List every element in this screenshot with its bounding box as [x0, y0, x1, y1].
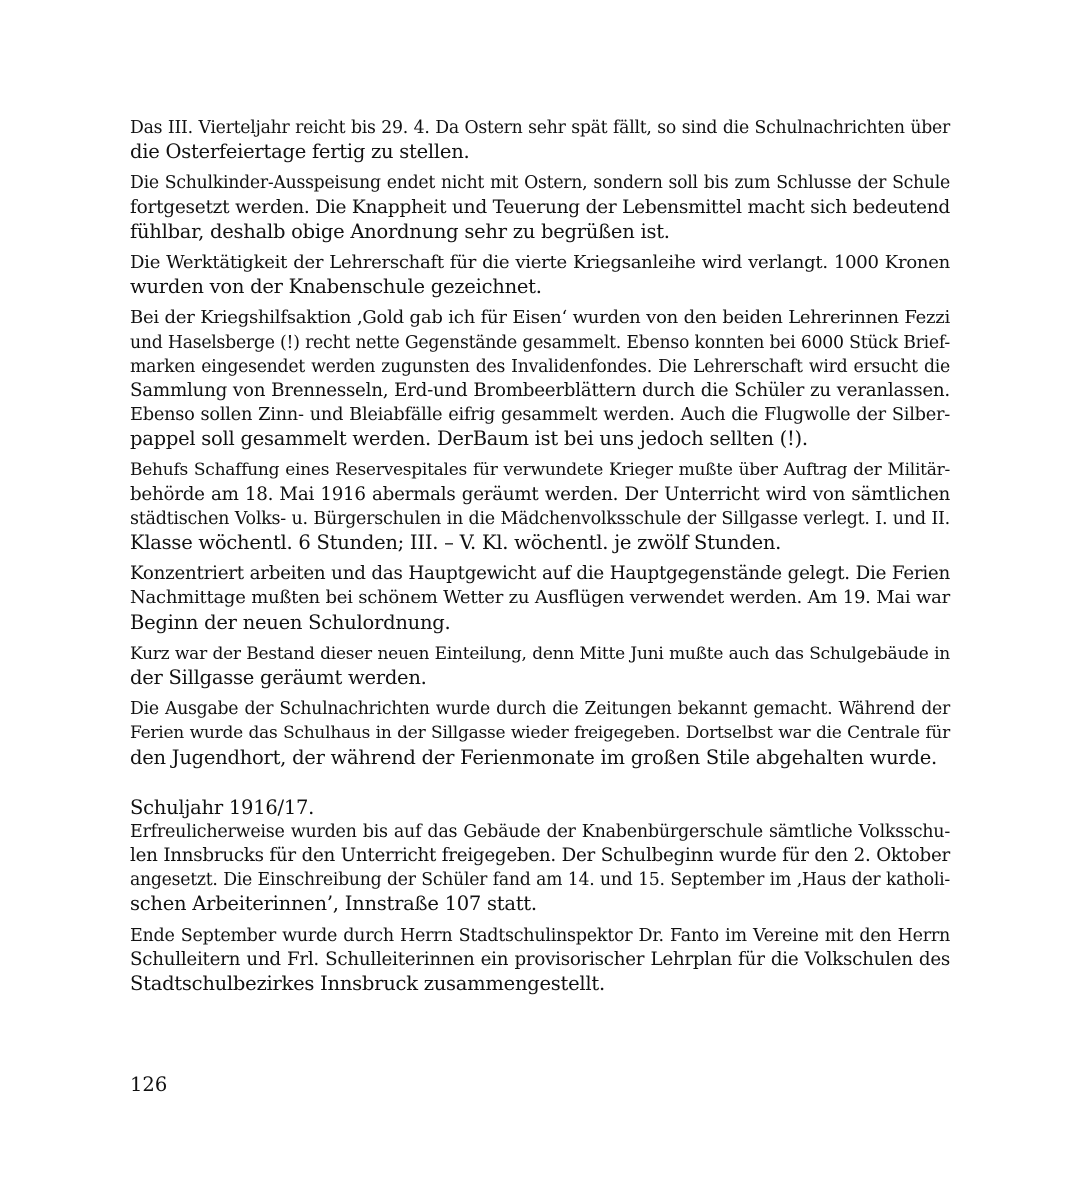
paragraph-ausspeisung [130, 171, 950, 244]
page-number: 126 [130, 1073, 168, 1096]
text-line: len Innsbrucks für den Unterricht freigegeben. Der Schulbeginn wurde für den 2. Oktober [130, 845, 950, 867]
text-line: die Osterfeiertage fertig zu stellen. [130, 140, 470, 164]
section-heading [130, 796, 950, 820]
text-line: fortgesetzt werden. Die Knappheit und Teuerung der Lebensmittel macht sich bedeutend [130, 196, 950, 218]
text-line: pappel soll gesammelt werden. DerBaum ist bei uns jedoch sellten (!). [130, 427, 808, 451]
paragraph-kriegshilfsaktion [130, 306, 950, 451]
text-line: Die Werktätigkeit der Lehrerschaft für die vierte Kriegsanleihe wird verlangt. 1000 Kronen [130, 251, 950, 273]
text-line: Stadtschulbezirkes Innsbruck zusammengestellt. [130, 972, 605, 995]
text-line: Schulleitern und Frl. Schulleiterinnen ein provisorischer Lehrplan für die Volkschulen des [130, 948, 950, 970]
paragraph-schulnachrichten [130, 697, 950, 770]
text-line: Die Schulkinder-Ausspeisung endet nicht mit Ostern, sondern soll bis zum Schlusse der Schule [130, 173, 950, 194]
paragraph-reservespital [130, 458, 950, 555]
text-line: Ebenso sollen Zinn- und Bleiabfälle eifrig gesammelt werden. Auch die Flugwolle der Silber- [130, 405, 950, 426]
text-line: Konzentriert arbeiten und das Hauptgewicht auf die Hauptgegenstände gelegt. Die Ferien [130, 563, 950, 585]
paragraph-vierteljahr [130, 116, 950, 164]
text-line: marken eingesendet werden zugunsten des Invalidenfondes. Die Lehrerschaft wird ersucht die [130, 356, 950, 377]
text-line: Nachmittage mußten bei schönem Wetter zu Ausflügen verwendet werden. Am 19. Mai war [130, 587, 950, 609]
text-line: der Sillgasse geräumt werden. [130, 665, 427, 689]
text-line: schen Arbeiterinnen’, Innstraße 107 statt. [130, 892, 537, 916]
text-line: Sammlung von Brennesseln, Erd-und Brombeerblättern durch die Schüler zu veranlassen. [130, 379, 950, 401]
text-line: städtischen Volks- u. Bürgerschulen in die Mädchenvolksschule der Sillgasse verlegt. I. und II. [130, 508, 950, 529]
text-line: Klasse wöchentl. 6 Stunden; III. – V. Kl. wöchentl. je zwölf Stunden. [130, 531, 782, 554]
text-line: Ferien wurde das Schulhaus in der Sillgasse wieder freigegeben. Dortselbst war die Centrale für [130, 723, 950, 744]
text-line: Ende September wurde durch Herrn Stadtschulinspektor Dr. Fanto im Vereine mit den Herrn [130, 925, 950, 946]
text-line: Beginn der neuen Schulordnung. [130, 610, 451, 634]
paragraph-konzentriert [130, 562, 950, 635]
text-line: wurden von der Knabenschule gezeichnet. [130, 275, 542, 299]
text-line: und Haselsberge (!) recht nette Gegenstände gesammelt. Ebenso konnten bei 6000 Stück Brief- [130, 332, 950, 353]
text-line: Die Ausgabe der Schulnachrichten wurde durch die Zeitungen bekannt gemacht. Während der [130, 699, 950, 720]
section-heading-text: Schuljahr 1916/17. [130, 795, 315, 819]
text-line: den Jugendhort, der während der Ferienmonate im großen Stile abgehalten wurde. [130, 745, 937, 769]
paragraph-freigegeben [130, 820, 950, 917]
paragraph-kriegsanleihe [130, 251, 950, 299]
text-line: Bei der Kriegshilfsaktion ‚Gold gab ich für Eisen‘ wurden von den beiden Lehrerinnen Fezzi [130, 307, 950, 329]
text-line: Erfreulicherweise wurden bis auf das Gebäude der Knabenbürgerschule sämtliche Volksschu- [130, 821, 950, 842]
paragraph-bestand [130, 642, 950, 690]
text-line: fühlbar, deshalb obige Anordnung sehr zu begrüßen ist. [130, 219, 670, 243]
text-line: angesetzt. Die Einschreibung der Schüler fand am 14. und 15. September im ‚Haus der katholi- [130, 870, 950, 891]
text-line: Kurz war der Bestand dieser neuen Einteilung, denn Mitte Juni mußte auch das Schulgebäude in [130, 643, 950, 664]
page-body [130, 116, 950, 996]
text-line: behörde am 18. Mai 1916 abermals geräumt werden. Der Unterricht wird von sämtlichen [130, 483, 950, 505]
text-line: Behufs Schaffung eines Reservespitales für verwundete Krieger mußte über Auftrag der Militär- [130, 460, 950, 481]
paragraph-lehrplan [130, 924, 950, 997]
text-line: Das III. Vierteljahr reicht bis 29. 4. Da Ostern sehr spät fällt, so sind die Schulnachrichten über [130, 118, 950, 138]
